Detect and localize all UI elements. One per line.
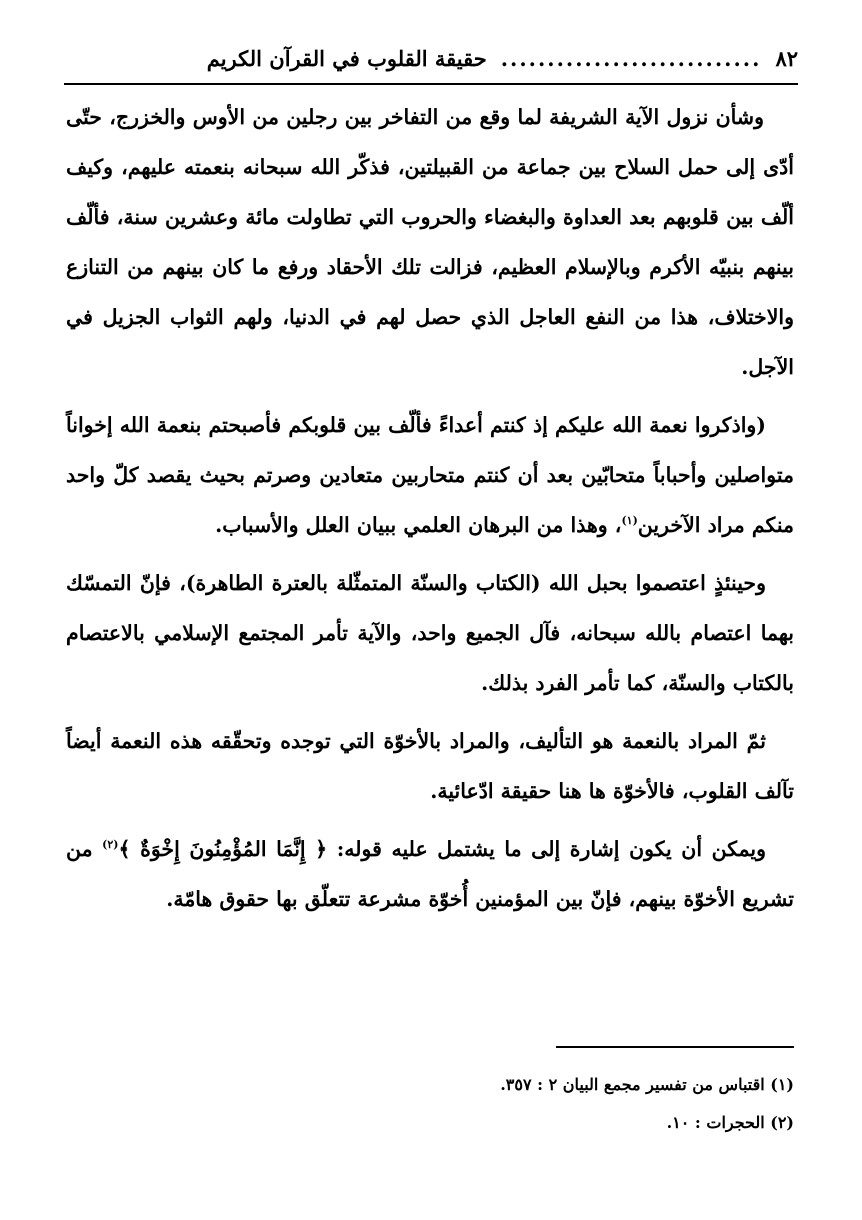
page-number: ٨٢ — [775, 45, 798, 71]
paragraph-3 — [66, 558, 794, 708]
footnotes — [66, 1066, 794, 1142]
footnote-ref-2: (٢) — [102, 838, 119, 852]
paragraph-text: ثمّ المراد بالنعمة هو التأليف، والمراد بالأخوّة التي توجده وتحقّقه هذه النعمة أيضاً تآلف القلوب، فالأخوّة ها هنا حقيقة ادّعائية. — [66, 729, 794, 803]
paragraph-4 — [66, 716, 794, 816]
header-rule — [64, 83, 798, 85]
footnote-separator — [556, 1046, 794, 1048]
paragraph-text: وشأن نزول الآية الشريفة لما وقع من التفاخر بين رجلين من الأوس والخزرج، حتّى أدّى إلى حمل السلاح بين جماعة من القبيلتين، فذكّر الله سبحانه بنعمته عليهم، وكيف ألّف بين قلوبهم بعد العداوة والبغضاء والحروب التي تطاولت مائة وعشرين سنة، فألّف بينهم بنبيّه الأكرم وبالإسلام العظيم، فزالت تلك الأحقاد ورفع ما كان بينهم من التنازع والاختلاف، هذا من النفع العاجل الذي حصل لهم في الدنيا، ولهم الثواب الجزيل في الآجل. — [66, 105, 794, 379]
footnote-ref-1: (١) — [621, 514, 638, 528]
page-header — [64, 36, 798, 80]
paragraph-1 — [66, 92, 794, 392]
paragraph-text: ويمكن أن يكون إشارة إلى ما يشتمل عليه قوله: ﴿ إِنَّمَا المُؤْمِنُونَ إِخْوَةٌ ﴾ — [118, 837, 766, 861]
paragraph-text: (واذكروا نعمة الله عليكم إذ كنتم أعداءً فألّف بين قلوبكم فأصبحتم بنعمة الله إخواناً متواصلين وأحباباً متحابّين بعد أن كنتم متحاربين متعادين وصرتم بحيث يقصد كلّ واحد منكم مراد الآخرين — [66, 413, 794, 537]
paragraph-text: وحينئذٍ اعتصموا بحبل الله (الكتاب والسنّة المتمثّلة بالعترة الطاهرة)، فإنّ التمسّك بهما اعتصام بالله سبحانه، فآل الجميع واحد، والآية تأمر المجتمع الإسلامي بالاعتصام بالكتاب والسنّة، كما تأمر الفرد بذلك. — [66, 571, 794, 695]
footnote-2: (٢) الحجرات : ١٠. — [666, 1113, 794, 1132]
header-dot-leader: ............................ — [500, 45, 762, 71]
running-title: حقيقة القلوب في القرآن الكريم — [206, 45, 487, 71]
main-text — [66, 92, 794, 932]
paragraph-2 — [66, 400, 794, 550]
paragraph-text-after: ، وهذا من البرهان العلمي ببيان العلل والأسباب. — [215, 513, 622, 537]
footnote-1: (١) اقتباس من تفسير مجمع البيان ٢ : ٣٥٧. — [500, 1075, 794, 1094]
paragraph-5 — [66, 824, 794, 924]
paragraph-text-after: من تشريع الأخوّة بينهم، فإنّ بين المؤمنين أُخوّة مشرعة تتعلّق بها حقوق هامّة. — [66, 837, 794, 911]
